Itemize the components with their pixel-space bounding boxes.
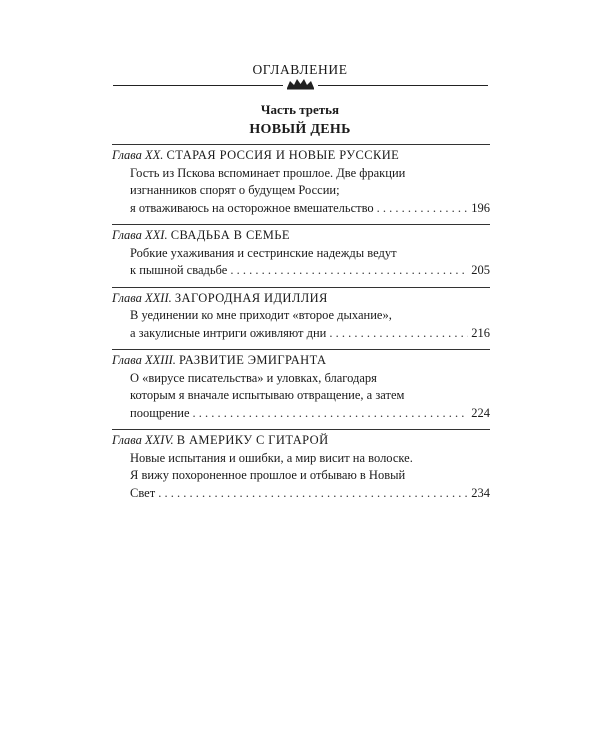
- description-last-line: Свет: [130, 485, 156, 500]
- table-of-contents: [112, 144, 490, 509]
- leader-line: [130, 405, 490, 423]
- chapter-number: Глава XX.: [112, 148, 164, 162]
- chapter-number: Глава XXII.: [112, 290, 172, 305]
- description-line: В уединении ко мне приходит «второе дыхание»,: [130, 308, 392, 322]
- toc-entry: [112, 429, 490, 502]
- chapter-title: СТАРАЯ РОССИЯ И НОВЫЕ РУССКИЕ: [166, 148, 400, 162]
- rule-line-right: [318, 85, 488, 86]
- description-line: О «вирусе писательства» и уловках, благодаря: [130, 370, 377, 385]
- running-head: ОГЛАВЛЕНИЕ: [252, 62, 348, 77]
- description-last-line: я отваживаюсь на осторожное вмешательство: [130, 200, 374, 215]
- description-line: изгнанников спорят о будущем России;: [130, 183, 340, 197]
- dot-leader: [193, 405, 469, 423]
- description-last-line: а закулисные интриги оживляют дни: [130, 325, 327, 340]
- page-number: 205: [471, 263, 490, 277]
- dot-leader: [377, 200, 469, 218]
- chapter-number: Глава XXI.: [112, 228, 168, 242]
- page-number: 196: [471, 200, 490, 215]
- dot-leader: [230, 262, 468, 280]
- chapter-number: Глава XXIII.: [112, 353, 176, 367]
- chapter-description: [112, 165, 490, 218]
- chapter-description: [112, 450, 490, 503]
- chapter-title: СВАДЬБА В СЕМЬЕ: [170, 228, 290, 242]
- chapter-title: ЗАГОРОДНАЯ ИДИЛЛИЯ: [174, 290, 328, 305]
- ornament-rule: [113, 78, 488, 90]
- chapter-heading: [112, 290, 490, 308]
- leader-line: [130, 262, 490, 280]
- toc-entry: [112, 349, 490, 422]
- description-line: которым я вначале испытываю отвращение, а затем: [130, 388, 405, 402]
- leader-line: [130, 200, 490, 218]
- toc-entry: [112, 287, 490, 343]
- chapter-description: [112, 370, 490, 423]
- page-number: 234: [471, 485, 490, 500]
- chapter-description: [112, 245, 490, 280]
- chapter-number: Глава XXIV.: [112, 433, 174, 447]
- chapter-title: В АМЕРИКУ С ГИТАРОЙ: [176, 433, 329, 447]
- dot-leader: [158, 485, 468, 503]
- leader-line: [130, 325, 490, 343]
- chapter-heading: [112, 352, 490, 370]
- chapter-heading: [112, 147, 490, 165]
- part-subtitle: НОВЫЙ ДЕНЬ: [249, 122, 351, 137]
- description-line: Гость из Пскова вспоминает прошлое. Две фракции: [130, 165, 406, 180]
- page-number: 224: [471, 405, 490, 420]
- description-line: Новые испытания и ошибки, а мир висит на волоске.: [130, 450, 413, 465]
- chapter-heading: [112, 227, 490, 245]
- page-number: 216: [471, 325, 490, 340]
- chapter-heading: [112, 432, 490, 450]
- chapter-description: [112, 307, 490, 342]
- toc-entry: [112, 224, 490, 280]
- crown-ornament-icon: [285, 78, 316, 90]
- description-line: Робкие ухаживания и сестринские надежды ведут: [130, 245, 397, 260]
- description-last-line: к пышной свадьбе: [130, 263, 228, 277]
- chapter-title: РАЗВИТИЕ ЭМИГРАНТА: [179, 353, 327, 367]
- toc-entry: [112, 144, 490, 217]
- part-title: Часть третья: [260, 102, 340, 117]
- description-line: Я вижу похороненное прошлое и отбываю в Новый: [130, 468, 406, 482]
- leader-line: [130, 485, 490, 503]
- rule-line-left: [113, 85, 283, 86]
- description-last-line: поощрение: [130, 405, 190, 420]
- dot-leader: [329, 325, 468, 343]
